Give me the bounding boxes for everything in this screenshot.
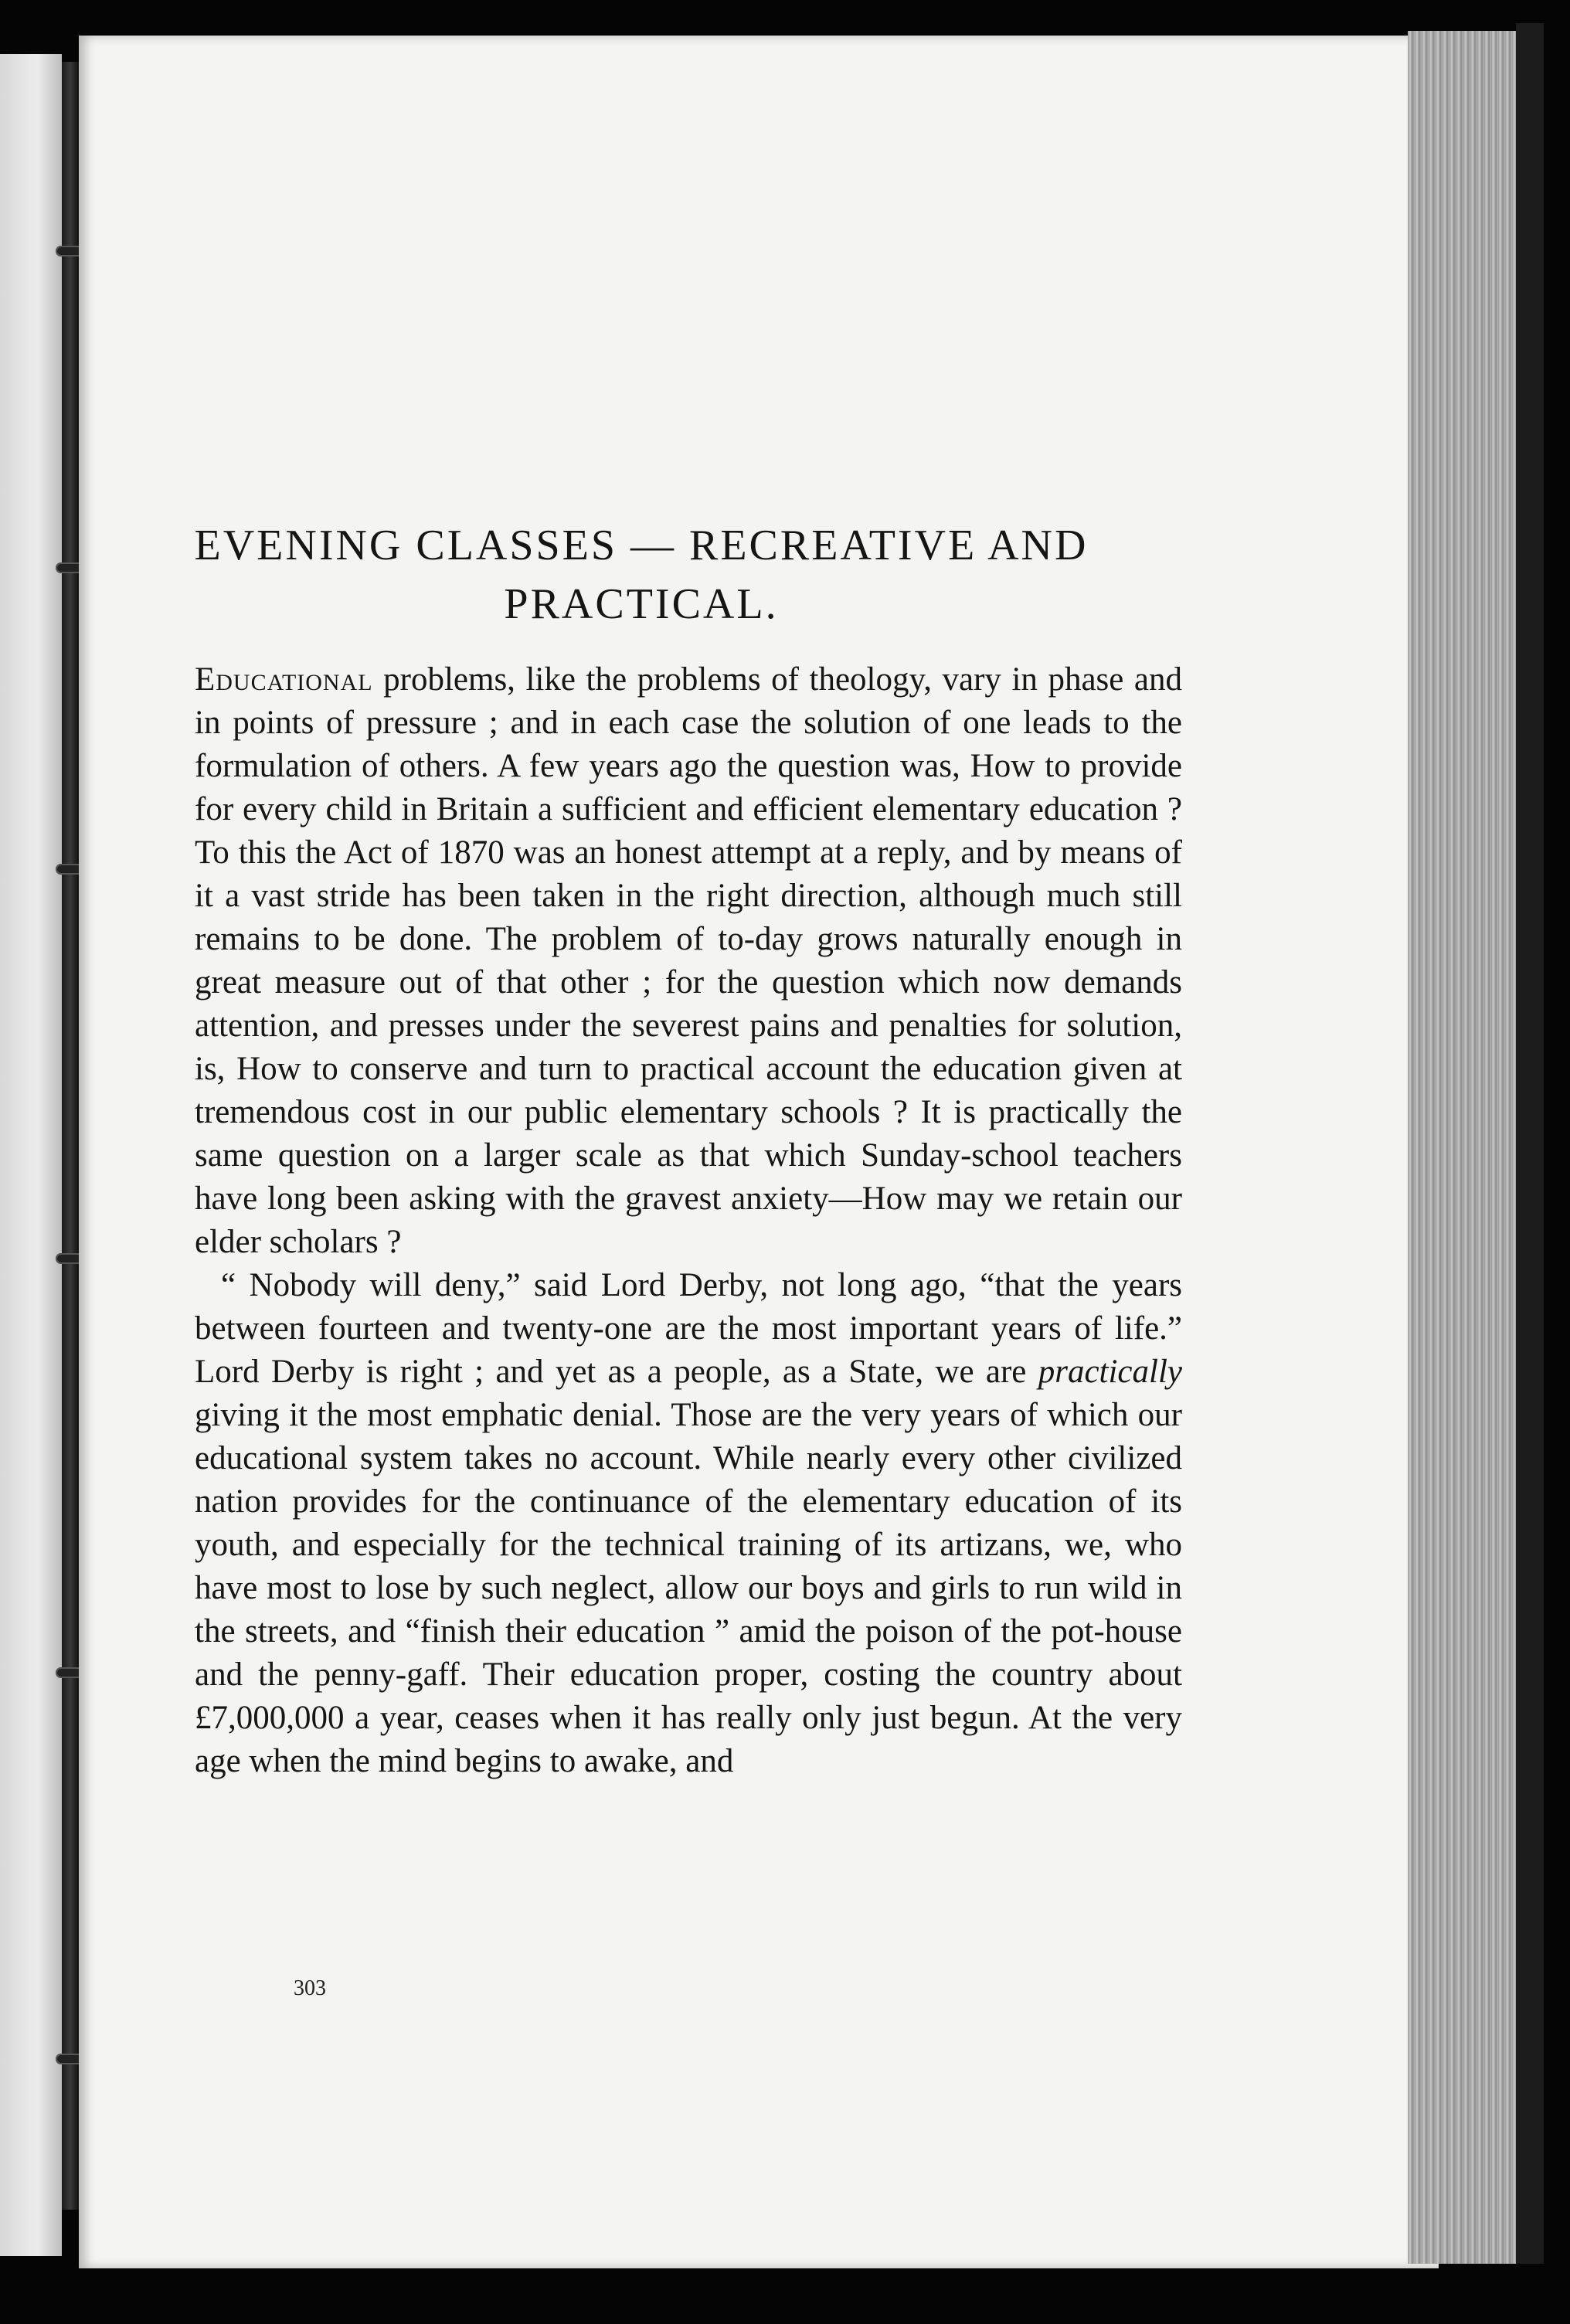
chapter-heading-line1: EVENING CLASSES — RECREATIVE AND	[194, 522, 1089, 569]
paragraph-2	[195, 1264, 1182, 1783]
cover-edge	[1516, 23, 1544, 2264]
book-binding	[62, 62, 79, 2210]
paragraph-1-lead-word: Educational	[195, 661, 373, 698]
paragraph-2-text-b: giving it the most emphatic denial. Those are the very years of which our educational system takes no account. While nearly every other civilized nation provides for the continuance of the elementary education of its youth, and especially for the technical training of its artizans, we, who have most to lose by such neglect, allow our boys and girls to run wild in the streets, and “finish their education ” amid the poison of the pot-house and the penny-gaff. Their education proper, costing the country about £7,000,000 a year, ceases when it has really only just begun. At the very age when the mind begins to awake, and	[195, 1397, 1182, 1779]
paragraph-1	[195, 658, 1182, 1264]
page-number: 303	[294, 1976, 326, 2000]
paragraph-2-text-a: “ Nobody will deny,” said Lord Derby, not long ago, “that the years between fourteen and twenty-one are the most important years of life.” Lord Derby is right ; and yet as a people, as a State, we are	[195, 1267, 1182, 1390]
paragraph-1-text: problems, like the problems of theology, vary in phase and in points of pressure ; and in each case the solution of one leads to the formulation of others. A few years ago the question was, How to provide for every child in Britain a sufficient and efficient elementary education ? To this the Act of 1870 was an honest attempt at a reply, and by means of it a vast stride has been taken in the right direction, although much still remains to be done. The problem of to-day grows naturally enough in great measure out of that other ; for the question which now demands attention, and presses under the severest pains and penalties for solution, is, How to conserve and turn to practical account the education given at tremendous cost in our public elementary schools ? It is practically the same question on a larger scale as that which Sunday-school teachers have long been asking with the gravest anxiety—How may we retain our elder scholars ?	[195, 661, 1182, 1260]
body-text	[195, 658, 1182, 1783]
paragraph-2-emphasis: practically	[1038, 1354, 1182, 1390]
chapter-heading	[116, 516, 1167, 634]
page-stack-edges	[1408, 31, 1516, 2264]
facing-page-edge	[0, 54, 62, 2256]
chapter-heading-line2: PRACTICAL.	[504, 580, 779, 628]
